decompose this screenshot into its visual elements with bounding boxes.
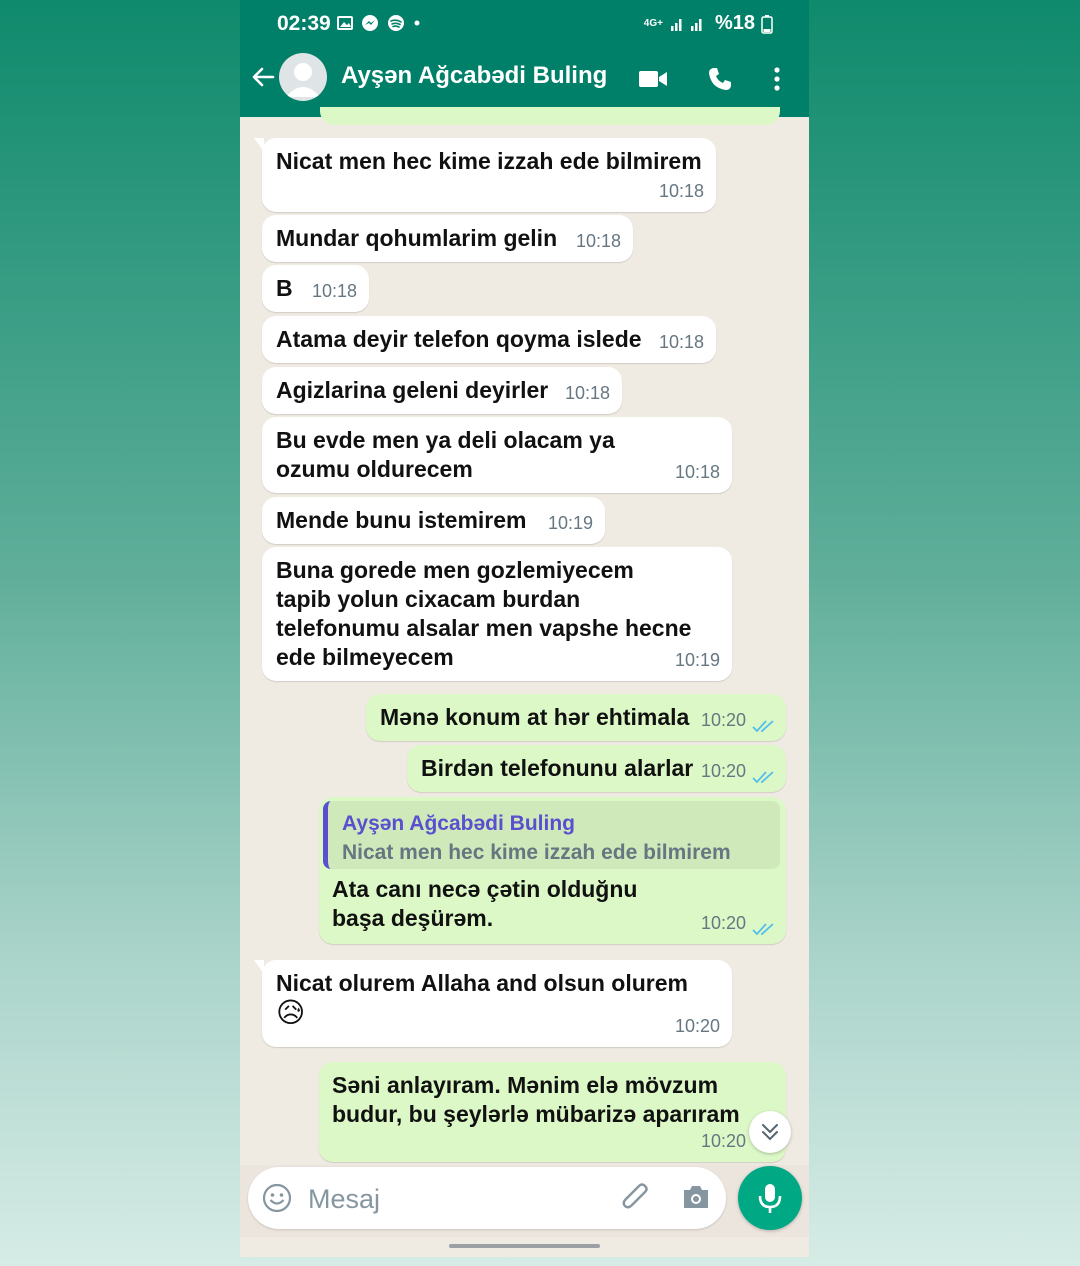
camera-icon[interactable] <box>681 1184 711 1210</box>
back-arrow-icon[interactable] <box>250 64 276 90</box>
video-call-icon[interactable] <box>638 69 668 89</box>
message-bubble-in[interactable] <box>262 497 605 544</box>
message-text: Atama deyir telefon qoyma islede <box>276 326 642 352</box>
message-time: 10:18 <box>658 332 704 352</box>
message-bubble-in[interactable] <box>262 215 633 262</box>
battery-percent: %18 <box>714 12 755 34</box>
quoted-message[interactable] <box>323 801 780 869</box>
message-text: Nicat men hec kime izzah ede bilmirem <box>276 148 702 174</box>
double-check-icon <box>752 922 776 936</box>
voice-call-icon[interactable] <box>707 66 733 92</box>
more-options-icon[interactable] <box>772 66 782 92</box>
message-time: 10:20 <box>700 761 746 781</box>
double-check-icon <box>752 770 776 784</box>
message-bubble-in[interactable] <box>262 417 732 493</box>
message-text: Birdən telefonunu alarlar <box>421 755 694 781</box>
message-text: Mənə konum at hər ehtimala <box>380 704 690 730</box>
message-time: 10:20 <box>700 1131 746 1151</box>
message-time: 10:20 <box>674 1016 720 1036</box>
emoji-icon[interactable] <box>262 1183 292 1213</box>
message-bubble-in[interactable] <box>262 547 732 681</box>
message-bubble-out[interactable] <box>407 745 786 792</box>
message-text: Mende bunu istemirem <box>276 507 527 533</box>
default-avatar-icon <box>279 53 327 101</box>
contact-name[interactable]: Ayşən Ağcabədi Buling <box>341 62 608 89</box>
signal-icon <box>669 16 709 32</box>
message-text: Bu evde men ya deli olacam ya ozumu oldurecem <box>276 427 615 482</box>
dot-icon <box>413 19 421 27</box>
battery-icon <box>761 14 773 34</box>
message-time: 10:19 <box>674 650 720 670</box>
message-text: Agizlarina geleni deyirler <box>276 377 549 403</box>
message-text: Nicat olurem Allaha and olsun olurem <box>276 970 688 996</box>
message-input[interactable] <box>306 1178 610 1220</box>
message-text: Buna gorede men gozlemiyecem tapib yolun cixacam burdan telefonumu alsalar men vapshe hecne ede bilmeyecem <box>276 557 692 670</box>
message-bubble-out[interactable] <box>319 1062 786 1162</box>
chat-area[interactable] <box>240 117 809 1165</box>
status-bar <box>240 0 809 48</box>
network-type: 4G+ <box>643 17 663 29</box>
navigation-bar <box>240 1237 809 1257</box>
message-text: B <box>276 275 293 301</box>
message-bubble-in[interactable] <box>262 316 716 363</box>
notification-icons <box>337 14 421 32</box>
scroll-to-bottom-button[interactable] <box>749 1111 791 1153</box>
status-time: 02:39 <box>277 12 331 35</box>
messenger-icon <box>361 14 379 32</box>
status-right <box>644 12 773 35</box>
message-time: 10:20 <box>700 913 746 933</box>
spotify-icon <box>387 14 405 32</box>
message-time: 10:18 <box>674 462 720 482</box>
home-gesture-pill[interactable] <box>449 1244 600 1248</box>
message-bubble-out-reply[interactable] <box>319 797 786 944</box>
message-time: 10:18 <box>564 383 610 403</box>
message-text: Ata canı necə çətin olduğnu başa deşürəm. <box>332 876 638 931</box>
phone-screen <box>240 0 809 1257</box>
double-check-icon <box>752 719 776 733</box>
sad-emoji: 😥 <box>276 997 306 1028</box>
gallery-icon <box>337 15 353 31</box>
avatar[interactable] <box>279 53 327 101</box>
microphone-icon <box>738 1166 802 1230</box>
message-bubble-in[interactable] <box>262 265 369 312</box>
message-text: Mundar qohumlarim gelin <box>276 225 558 251</box>
message-bubble-in[interactable] <box>262 367 622 414</box>
message-time: 10:18 <box>658 181 704 201</box>
double-chevron-down-icon <box>749 1111 791 1153</box>
partial-message <box>320 107 780 125</box>
quoted-text: Nicat men hec kime izzah ede bilmirem <box>342 841 731 864</box>
attach-icon[interactable] <box>620 1181 652 1215</box>
message-text: Səni anlayıram. Mənim elə mövzum budur, bu şeylərlə mübarizə aparıram <box>332 1072 740 1127</box>
quoted-sender: Ayşən Ağcabədi Buling <box>342 812 575 835</box>
message-bubble-in[interactable] <box>262 960 732 1047</box>
message-input-bar <box>248 1167 726 1229</box>
message-bubble-out[interactable] <box>366 694 786 741</box>
message-bubble-in[interactable] <box>262 138 716 212</box>
message-time: 10:18 <box>311 281 357 301</box>
message-time: 10:19 <box>547 513 593 533</box>
microphone-button[interactable] <box>738 1166 802 1230</box>
message-time: 10:20 <box>700 710 746 730</box>
message-time: 10:18 <box>575 231 621 251</box>
